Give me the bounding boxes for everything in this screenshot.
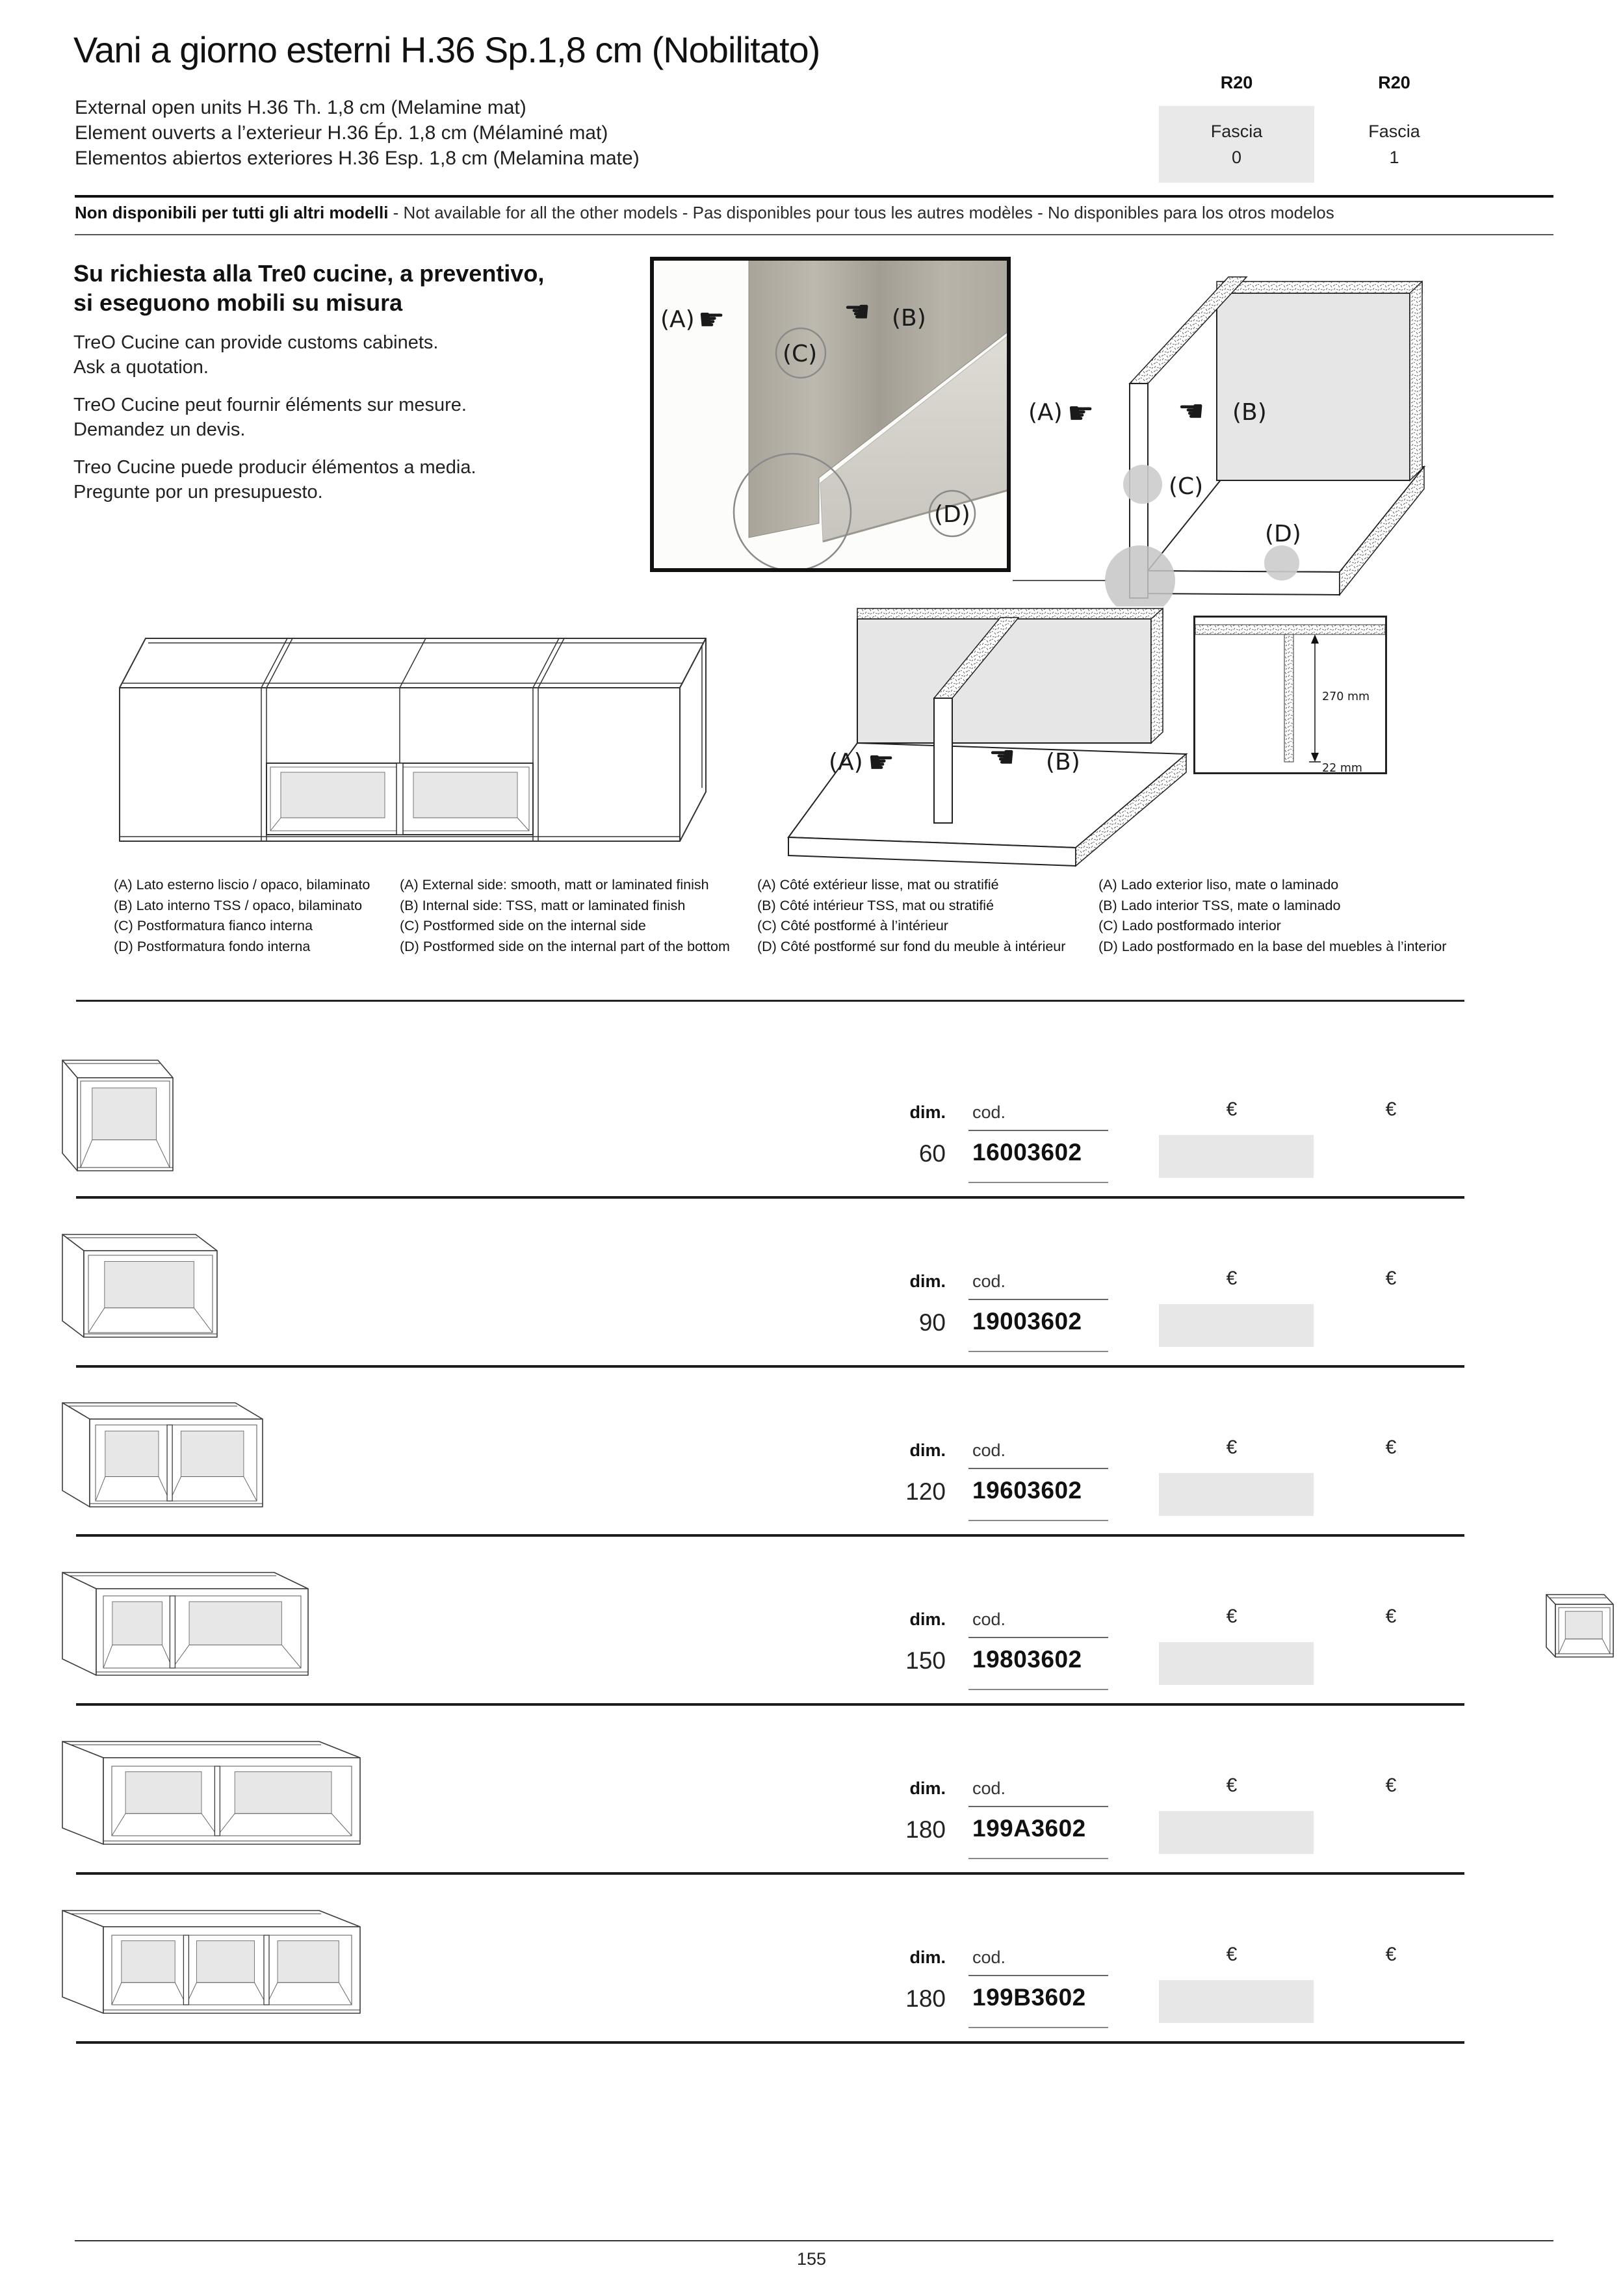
- custom-note-es: Treo Cucine puede producir élémentos a media. Pregunte por un presupuesto.: [73, 457, 476, 502]
- product-code: 19803602: [972, 1646, 1082, 1673]
- divider-label-a: (A): [829, 749, 863, 776]
- panel-corner-photo: [650, 257, 1011, 572]
- code-rule-top: [968, 1468, 1108, 1469]
- corner-back-panel: [1217, 293, 1410, 480]
- photo-label-b: (B): [892, 305, 926, 332]
- euro-band1-header: €: [1385, 1099, 1397, 1120]
- euro-band1-header: €: [1385, 1775, 1397, 1796]
- code-rule-top: [968, 1806, 1108, 1807]
- subtitle-en: External open units H.36 Th. 1,8 cm (Melamine mat): [75, 97, 526, 118]
- euro-band0-header: €: [1226, 1099, 1238, 1120]
- price-cell-band0: [1159, 1304, 1314, 1347]
- code-rule-bottom: [968, 2027, 1108, 2028]
- dim-header: dim.: [909, 1441, 946, 1460]
- dim-header: dim.: [909, 1102, 946, 1122]
- hand-right-icon: ☛: [868, 744, 895, 779]
- custom-note-fr: TreO Cucine peut fournir éléments sur mesure. Demandez un devis.: [73, 395, 467, 440]
- wireframe-bay-back-left: [281, 772, 385, 818]
- code-rule-bottom: [968, 1689, 1108, 1690]
- legend-italian: (A) Lato esterno liscio / opaco, bilaminato (B) Lato interno TSS / opaco, bilaminato (C) Postformatura fianco interna (D) Postformatura fondo interna: [114, 877, 370, 954]
- price-band-0-value: 0: [1231, 148, 1242, 167]
- product-code: 16003602: [972, 1139, 1082, 1166]
- page-number: 155: [796, 2249, 827, 2269]
- dimension-height-label: 270 mm: [1322, 690, 1370, 703]
- code-rule-top: [968, 1299, 1108, 1300]
- margin-cabinet-icon: [1546, 1594, 1614, 1658]
- note-top-rule: [75, 195, 1553, 198]
- cabinet-icon-180a: [62, 1741, 361, 1845]
- row-separator: [76, 1703, 1464, 1706]
- section-divider-panel: [1284, 634, 1293, 762]
- price-band-1-code: R20: [1378, 73, 1410, 92]
- code-rule-top: [968, 1130, 1108, 1131]
- corner-label-b: (B): [1232, 399, 1267, 426]
- dim-value: 90: [918, 1309, 946, 1336]
- wireframe-divider: [396, 763, 403, 835]
- custom-note-title: Su richiesta alla Tre0 cucine, a preventivo, si eseguono mobili su misura: [73, 260, 545, 316]
- hand-left-icon: ☚: [844, 294, 871, 329]
- back-panel: [857, 619, 1151, 743]
- cabinet-icon-90: [62, 1234, 218, 1338]
- corner-diagram: [1013, 252, 1462, 607]
- euro-band1-header: €: [1385, 1606, 1397, 1627]
- cabinet-icon-60: [62, 1060, 174, 1171]
- custom-order-note: [73, 259, 645, 504]
- divider-label-b: (B): [1046, 749, 1080, 776]
- section-top-panel: [1195, 625, 1385, 634]
- dim-value: 150: [905, 1647, 946, 1674]
- section-detail-diagram: [1193, 616, 1387, 774]
- corner-circle-d: [1264, 545, 1299, 581]
- wireframe-bay-back-right: [413, 772, 517, 818]
- legend-french: (A) Côté extérieur lisse, mat ou stratifié (B) Côté intérieur TSS, mat ou stratifié (C) Côté postformé à l’intérieur (D) Côté postformé sur fond du meuble à intérieur: [757, 877, 1066, 954]
- price-cell-band0: [1159, 1642, 1314, 1685]
- product-code: 199A3602: [972, 1815, 1086, 1842]
- product-row: [0, 1708, 1623, 1877]
- row-separator: [76, 1196, 1464, 1199]
- euro-band0-header: €: [1226, 1775, 1238, 1796]
- dim-value: 60: [918, 1140, 946, 1167]
- dimension-gap-label: 22 mm: [1322, 762, 1362, 774]
- product-row: [0, 1877, 1623, 2046]
- euro-band1-header: €: [1385, 1437, 1397, 1458]
- corner-label-c: (C): [1169, 473, 1204, 500]
- product-row: [0, 1370, 1623, 1539]
- availability-note-bold: Non disponibili per tutti gli altri modelli: [75, 203, 389, 222]
- dim-header: dim.: [909, 1779, 946, 1798]
- code-rule-bottom: [968, 1520, 1108, 1521]
- legend-english: (A) External side: smooth, matt or laminated finish (B) Internal side: TSS, matt or laminated finish (C) Postformed side on the internal side (D) Postformed side on the internal part of the bottom: [400, 877, 730, 954]
- page-title: Vani a giorno esterni H.36 Sp.1,8 cm (Nobilitato): [73, 29, 820, 70]
- page-subtitles: [75, 95, 640, 171]
- product-code: 199B3602: [972, 1984, 1086, 2011]
- custom-note-en: TreO Cucine can provide customs cabinets. Ask a quotation.: [73, 332, 439, 378]
- row-separator: [76, 1534, 1464, 1537]
- code-rule-bottom: [968, 1351, 1108, 1352]
- corner-back-panel-top-edge: [1217, 281, 1422, 293]
- photo-label-c: (C): [783, 341, 818, 367]
- code-rule-bottom: [968, 1858, 1108, 1859]
- product-row: [0, 1032, 1623, 1201]
- cod-header: cod.: [972, 1610, 1006, 1629]
- photo-label-d: (D): [934, 501, 970, 528]
- corner-label-a: (A): [1028, 399, 1063, 426]
- product-code: 19603602: [972, 1477, 1082, 1504]
- product-code: 19003602: [972, 1308, 1082, 1335]
- dim-value: 180: [905, 1985, 946, 2012]
- cabinet-icon-120: [62, 1402, 263, 1507]
- wall-units-wireframe: [96, 610, 740, 857]
- dim-header: dim.: [909, 1610, 946, 1629]
- subtitle-fr: Element ouverts a l’exterieur H.36 Ép. 1,8 cm (Mélaminé mat): [75, 122, 608, 144]
- code-rule-top: [968, 1975, 1108, 1976]
- corner-circle-c: [1123, 465, 1162, 504]
- euro-band0-header: €: [1226, 1944, 1238, 1965]
- price-band-1-label: Fascia: [1368, 122, 1420, 141]
- hand-right-icon: ☛: [1067, 395, 1095, 430]
- hand-left-icon: ☚: [989, 739, 1016, 774]
- euro-band1-header: €: [1385, 1944, 1397, 1965]
- divider-panel-diagram: [770, 584, 1193, 870]
- cabinet-icon-180b: [62, 1910, 361, 2014]
- dim-value: 180: [905, 1816, 946, 1843]
- subtitle-es: Elementos abiertos exteriores H.36 Esp. 1,8 cm (Melamina mate): [75, 148, 640, 169]
- price-band-1-value: 1: [1389, 148, 1399, 167]
- row-separator: [76, 1365, 1464, 1368]
- cod-header: cod.: [972, 1948, 1006, 1967]
- corner-label-d: (D): [1265, 521, 1301, 547]
- footer-rule: [75, 2240, 1553, 2241]
- cod-header: cod.: [972, 1102, 1006, 1122]
- price-band-1-box: [1326, 106, 1462, 183]
- price-band-0-box: [1159, 106, 1314, 183]
- price-cell-band0: [1159, 1135, 1314, 1178]
- cod-header: cod.: [972, 1441, 1006, 1460]
- availability-note: [75, 203, 1553, 223]
- hand-right-icon: ☛: [698, 302, 725, 337]
- table-top-rule: [76, 1000, 1464, 1002]
- hand-left-icon: ☚: [1178, 393, 1205, 428]
- corner-back-panel-right-edge: [1410, 281, 1422, 480]
- dim-header: dim.: [909, 1272, 946, 1291]
- photo-label-a: (A): [660, 306, 695, 333]
- euro-band1-header: €: [1385, 1268, 1397, 1289]
- euro-band0-header: €: [1226, 1606, 1238, 1627]
- back-panel-right-edge: [1151, 608, 1163, 743]
- divider-panel: [934, 698, 952, 823]
- price-cell-band0: [1159, 1473, 1314, 1516]
- row-separator: [76, 1872, 1464, 1875]
- price-band-0-code: R20: [1220, 73, 1253, 92]
- code-rule-bottom: [968, 1182, 1108, 1183]
- dim-header: dim.: [909, 1948, 946, 1967]
- note-bottom-rule: [75, 234, 1553, 235]
- code-rule-top: [968, 1637, 1108, 1638]
- price-band-0-label: Fascia: [1210, 122, 1263, 141]
- legend-spanish: (A) Lado exterior liso, mate o laminado (B) Lado interior TSS, mate o laminado (C) Lado postformado interior (D) Lado postformado en la base del muebles à l’interior: [1098, 877, 1447, 954]
- euro-band0-header: €: [1226, 1437, 1238, 1458]
- availability-note-rest: - Not available for all the other models - Pas disponibles pour tous les autres modèles - No disponibles para los otros modelos: [388, 203, 1334, 222]
- dim-value: 120: [905, 1478, 946, 1505]
- price-cell-band0: [1159, 1811, 1314, 1854]
- cod-header: cod.: [972, 1779, 1006, 1798]
- euro-band0-header: €: [1226, 1268, 1238, 1289]
- product-row: [0, 1539, 1623, 1708]
- cod-header: cod.: [972, 1272, 1006, 1291]
- product-row: [0, 1201, 1623, 1370]
- row-separator: [76, 2041, 1464, 2044]
- cabinet-icon-150: [62, 1572, 309, 1676]
- price-cell-band0: [1159, 1980, 1314, 2023]
